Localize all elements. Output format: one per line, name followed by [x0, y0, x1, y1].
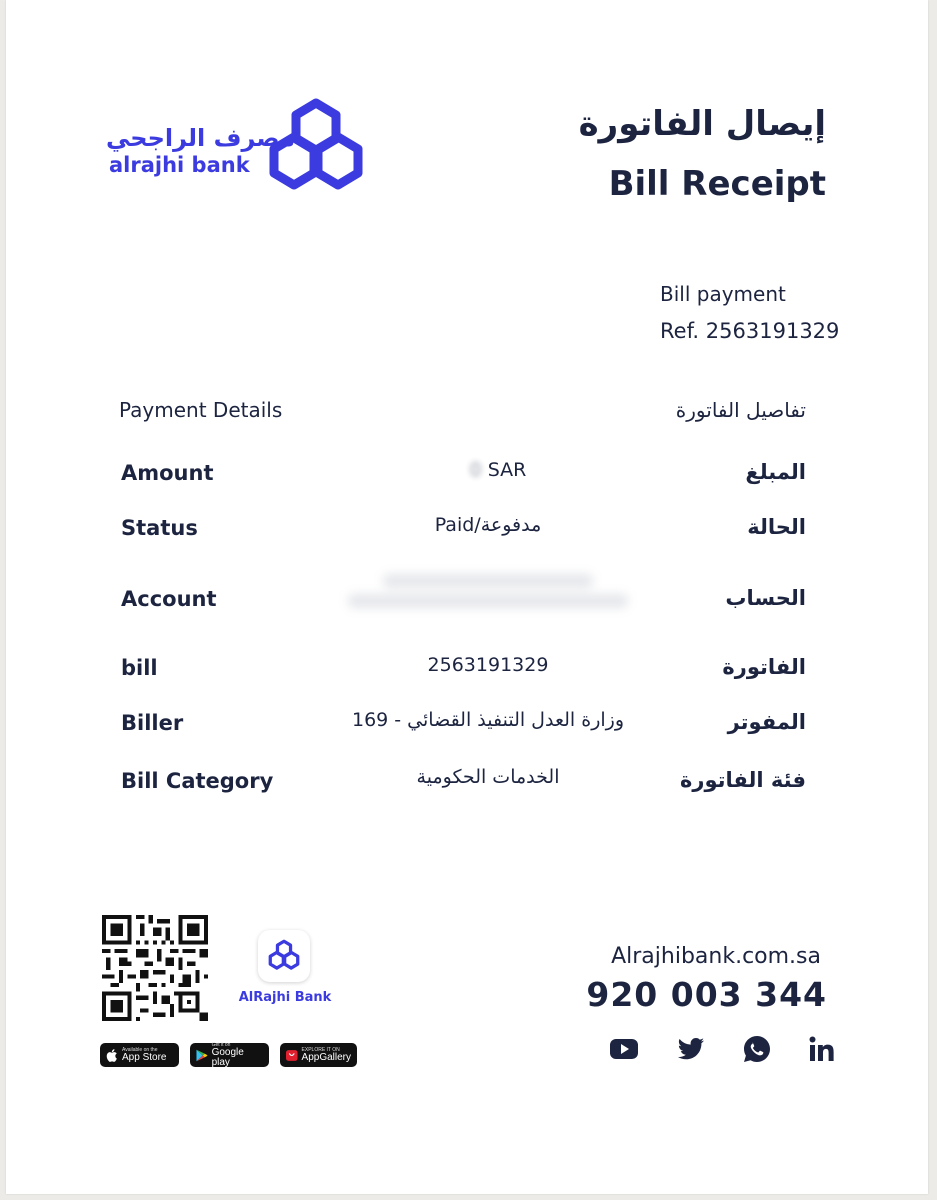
- brand-name-arabic: مصرف الراجحي: [106, 124, 295, 152]
- amount-label: Amount: [121, 461, 214, 485]
- section-title-arabic: تفاصيل الفاتورة: [675, 398, 806, 422]
- badge-small-text: EXPLORE IT ON: [301, 1047, 340, 1053]
- apple-icon: [106, 1049, 118, 1062]
- bill-category-label: Bill Category: [121, 769, 274, 793]
- amount-currency: SAR: [487, 459, 527, 481]
- status-value: Paid/مدفوعة: [434, 514, 542, 536]
- amount-number-redacted: 0: [469, 459, 482, 481]
- youtube-icon[interactable]: [607, 1034, 641, 1064]
- bill-label: bill: [121, 656, 158, 680]
- app-name: AlRajhi Bank: [238, 990, 332, 1005]
- app-icon[interactable]: [258, 930, 310, 982]
- app-gallery-badge[interactable]: [280, 1043, 357, 1067]
- huawei-icon: [286, 1049, 298, 1062]
- account-label-arabic: الحساب: [725, 586, 806, 610]
- badge-large-text: App Store: [122, 1052, 167, 1063]
- badge-large-text: Google play: [211, 1047, 244, 1068]
- website-link[interactable]: Alrajhibank.com.sa: [611, 944, 821, 969]
- whatsapp-icon[interactable]: [740, 1034, 774, 1064]
- amount-value: [288, 459, 688, 481]
- status-label: Status: [121, 516, 198, 540]
- app-store-badge[interactable]: [100, 1043, 179, 1067]
- redacted-line: [348, 594, 628, 608]
- ref-number: 2563191329: [705, 319, 840, 343]
- badge-small-text: Get it on: [211, 1042, 231, 1048]
- linkedin-icon[interactable]: [806, 1034, 840, 1064]
- biller-value: وزارة العدل التنفيذ القضائي - 169: [351, 709, 624, 731]
- badge-small-text: Available on the: [122, 1047, 158, 1053]
- ref-label: Ref.: [660, 319, 700, 343]
- bill-category-value: الخدمات الحكومية: [416, 766, 560, 788]
- brand-name-english: alrajhi bank: [109, 153, 250, 177]
- account-value-redacted: [288, 574, 688, 622]
- section-title-english: Payment Details: [119, 398, 283, 422]
- phone-number[interactable]: 920 003 344: [586, 975, 827, 1014]
- biller-label: Biller: [121, 711, 184, 735]
- twitter-icon[interactable]: [673, 1034, 707, 1064]
- alrajhi-logo-icon: [267, 939, 301, 971]
- google-play-icon: [196, 1049, 208, 1062]
- page-title: Bill Receipt: [608, 164, 826, 204]
- bill-type: Bill payment: [660, 282, 786, 306]
- bill-category-label-arabic: فئة الفاتورة: [680, 768, 806, 792]
- bill-label-arabic: الفاتورة: [722, 655, 806, 679]
- status-label-arabic: الحالة: [747, 515, 806, 539]
- alrajhi-logo-icon: [264, 97, 368, 193]
- bill-value: 2563191329: [427, 654, 549, 676]
- qr-code[interactable]: [102, 915, 208, 1021]
- biller-label-arabic: المفوتر: [727, 710, 806, 734]
- bill-reference: [660, 319, 839, 343]
- badge-large-text: AppGallery: [301, 1052, 351, 1063]
- page-title-arabic: إيصال الفاتورة: [578, 104, 826, 144]
- google-play-badge[interactable]: [190, 1043, 269, 1067]
- redacted-line: [383, 574, 593, 588]
- receipt-page: [6, 0, 928, 1194]
- amount-label-arabic: المبلغ: [745, 460, 806, 484]
- account-label: Account: [121, 587, 217, 611]
